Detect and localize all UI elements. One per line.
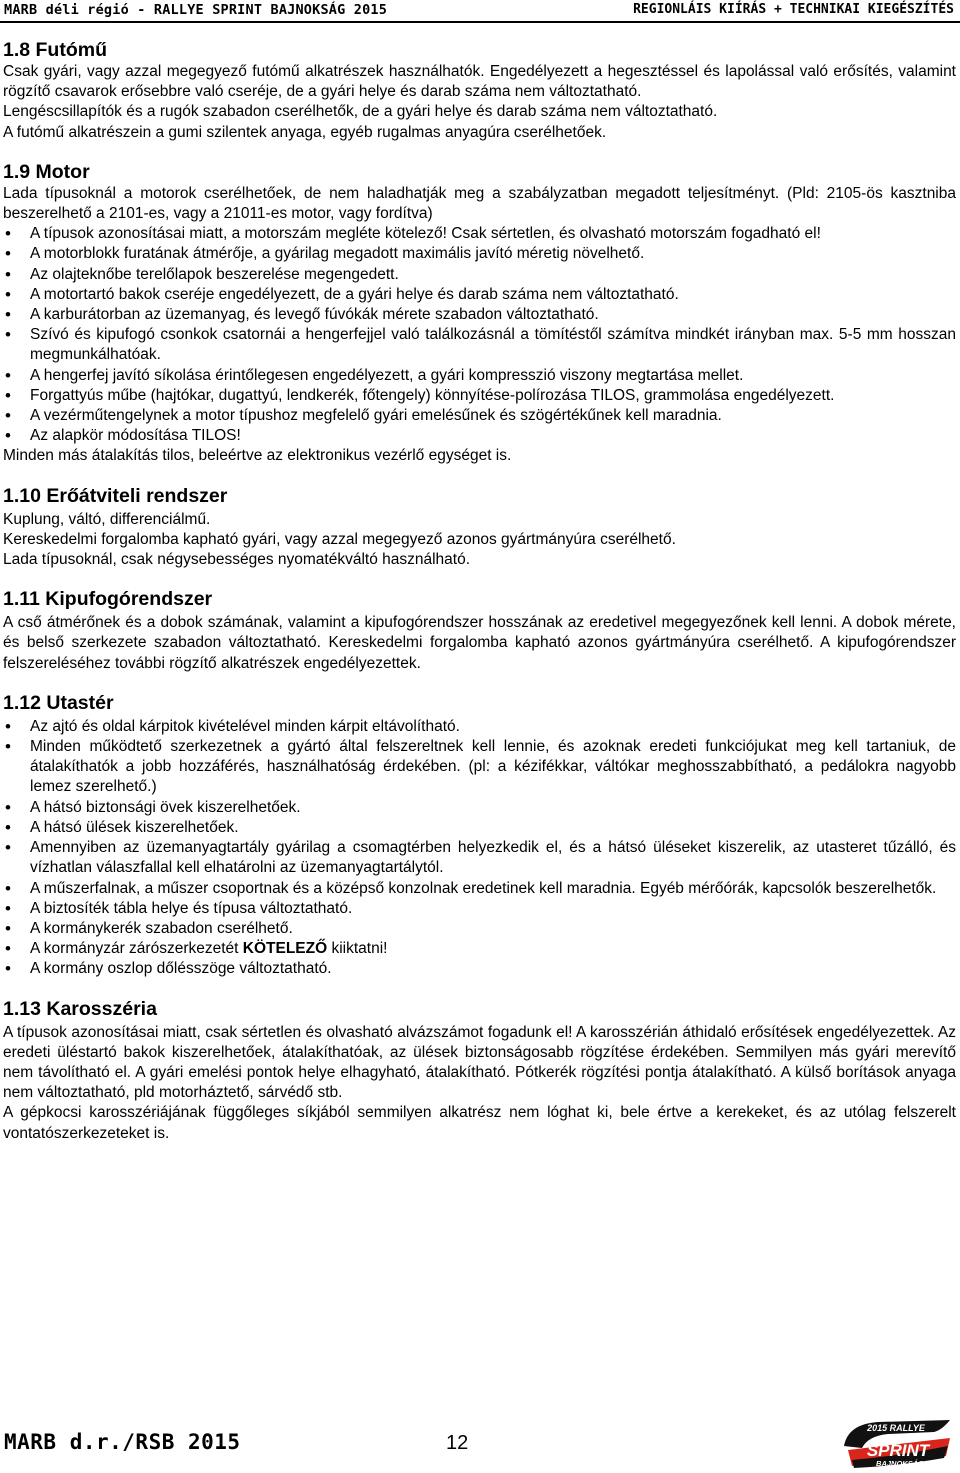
list-item: • A műszerfalnak, a műszer csoportnak és a középső konzolnak eredetinek kell maradnia. Egyéb mérőórák, kapcsolók beszerelhetők. (3, 879, 956, 899)
rallye-sprint-logo (838, 1416, 956, 1470)
paragraph: Csak gyári, vagy azzal megegyező futómű alkatrészek használhatók. Engedélyezett a hegesztéssel és lapolással való erősítés, valamint rögzítő csavarok erősebbre való cseréje, de a gyári helye és darab száma nem változtatható. (3, 63, 956, 101)
section-title: 1.13 Karosszéria (3, 997, 157, 1020)
paragraph: A cső átmérőnek és a dobok számának, valamint a kipufogórendszer hosszának az eredetivel megegyezőnek kell lenni. A dobok mérete, és belső szerkezete szabadon változtatható. Kereskedelmi forgalomba kapható azonos gyártmányúra cserélhető. A kipufogórendszer felszereléséhez további rögzítő alkatrészek engedélyezettek. (3, 614, 956, 672)
paragraph: Lada típusoknál, csak négysebességes nyomatékváltó használható. (3, 551, 471, 569)
list-item: • A motortartó bakok cseréje engedélyezett, de a gyári helye és darab száma nem változtatható. (3, 285, 956, 305)
section-title: 1.11 Kipufogórendszer (3, 588, 213, 611)
logo-mid-text: SPRINT (866, 1441, 930, 1460)
list-item: • A biztosíték tábla helye és típusa változtatható. (3, 899, 956, 919)
section-utaster (3, 691, 956, 980)
list-item (3, 939, 956, 959)
list-item: • Az alapkör módosítása TILOS! (3, 426, 956, 446)
paragraph: Lengéscsillapítók és a rugók szabadon cserélhetők, de a gyári helye és darab száma nem változtatható. (3, 103, 718, 121)
list-item: • A hátsó ülések kiszerelhetőek. (3, 818, 956, 838)
paragraph: Lada típusoknál a motorok cserélhetőek, de nem haladhatják meg a szabályzatban megadott teljesítményt. (Pld: 2105-ös kasztniba beszerelhető a 2101-es, vagy a 21011-es motor, vagy fordítva) (3, 184, 956, 223)
bullet-list (3, 717, 956, 980)
list-item: • A hátsó biztonsági övek kiszerelhetőek. (3, 798, 956, 818)
list-item: • A vezérműtengelynek a motor típushoz megfelelő gyári emelésűnek és szögértékűnek kell maradnia. (3, 406, 956, 426)
list-item: • Amennyiben az üzemanyagtartály gyárilag a csomagtérben helyezkedik el, és a hátsó üléseket kiszerelik, az utasteret tűzálló, és vízhatlan válaszfallal kell elhatárolni az üzemanyagtartálytól. (3, 838, 956, 878)
header-rule (0, 21, 960, 23)
section-karosszeria (3, 997, 956, 1144)
list-item: • A típusok azonosításai miatt, a motorszám megléte kötelező! Csak sértetlen, és olvasható motorszám fogadható el! (3, 224, 956, 244)
footer-left-text: MARB d.r./RSB 2015 (4, 1430, 241, 1454)
page-number: 12 (446, 1432, 469, 1454)
header-left-title: MARB déli régió - RALLYE SPRINT BAJNOKSÁG 2015 (4, 2, 388, 18)
list-item-text: kiiktatni! (327, 940, 388, 958)
list-item: • A motorblokk furatának átmérője, a gyárilag megadott maximális javító méretig növelhető. (3, 244, 956, 264)
paragraph: Kuplung, váltó, differenciálmű. (3, 510, 211, 528)
list-item-text: A kormányzár zárószerkezetét (30, 940, 243, 958)
list-item: • A hengerfej javító síkolása érintőlegesen engedélyezett, a gyári kompresszió viszony megtartása mellet. (3, 366, 956, 386)
list-item: • Az olajteknőbe terelőlapok beszerelése megengedett. (3, 265, 956, 285)
paragraph: A gépkocsi karosszériájának függőleges síkjából semmilyen alkatrész nem lóghat ki, bele értve a kerekeket, és az utólag felszerelt vontatószerkezeteket is. (3, 1104, 956, 1142)
emphasis-text: KÖTELEZŐ (242, 940, 328, 958)
section-title: 1.10 Erőátviteli rendszer (3, 484, 228, 507)
section-futomu (3, 38, 956, 143)
header-right-title: REGIONLÁIS KIÍRÁS + TECHNIKAI KIEGÉSZÍTÉS (633, 2, 954, 17)
logo-top-text: 2015 RALLYE (867, 1423, 925, 1433)
list-item: • A karburátorban az üzemanyag, és levegő fúvókák mérete szabadon változtatható. (3, 305, 956, 325)
list-item: • Az ajtó és oldal kárpitok kivételével minden kárpit eltávolítható. (3, 717, 956, 737)
section-title: 1.9 Motor (3, 160, 90, 183)
section-kipufogo (3, 587, 956, 674)
page-footer (0, 1424, 960, 1473)
section-title: 1.8 Futómű (3, 39, 108, 61)
paragraph: A típusok azonosításai miatt, csak sértetlen és olvasható alvázszámot fogadunk el! A karosszérián áthidaló erősítések engedélyezettek. Az eredeti üléstartó bakok kiszerelhetőek, átalakíthatóak, az ülések biztonságosabb rögzítése érdekében. Semmilyen más gyári merevítő nem távolítható el. A gyári emelési pontok helye elhagyható, átalakítható. Pótkerék rögzítési pontja átalakítható. A külső borítások anyaga nem változtatható, pld motorháztető, sárvédő stb. (3, 1023, 956, 1102)
section-eroatvitel (3, 484, 956, 571)
logo-bottom-text: BAJNOKSÁG (876, 1459, 924, 1468)
list-item: • A kormánykerék szabadon cserélhető. (3, 919, 956, 939)
list-item: • Forgattyús műbe (hajtókar, dugattyú, lendkerék, főtengely) könnyítése-polírozása TILOS, grammolása engedélyezett. (3, 386, 956, 406)
section-title: 1.12 Utastér (3, 691, 114, 714)
document-body (3, 38, 956, 1161)
paragraph: A futómű alkatrészein a gumi szilentek anyaga, egyéb rugalmas anyagúra cserélhetőek. (3, 123, 607, 141)
list-item: • A kormány oszlop dőlésszöge változtatható. (3, 959, 956, 979)
paragraph: Kereskedelmi forgalomba kapható gyári, vagy azzal megegyező azonos gyártmányúra cserélhető. (3, 530, 676, 548)
paragraph: Minden más átalakítás tilos, beleértve az elektronikus vezérlő egységet is. (3, 447, 512, 465)
section-motor (3, 160, 956, 467)
page-header (0, 0, 960, 22)
bullet-list (3, 224, 956, 446)
list-item: • Szívó és kipufogó csonkok csatornái a hengerfejjel való találkozásnál a tömítéstől számítva mindkét irányban max. 5-5 mm hosszan megmunkálhatóak. (3, 325, 956, 365)
list-item: • Minden működtető szerkezetnek a gyártó által felszereltnek kell lennie, és azoknak eredeti funkciójukat meg kell tartaniuk, de átalakíthatók a jobb hozzáférés, használhatóság érdekében. (pl: a kézifékkar, váltókar meghosszabbítható, a pedálokra nagyobb lemez szerelhető.) (3, 737, 956, 798)
